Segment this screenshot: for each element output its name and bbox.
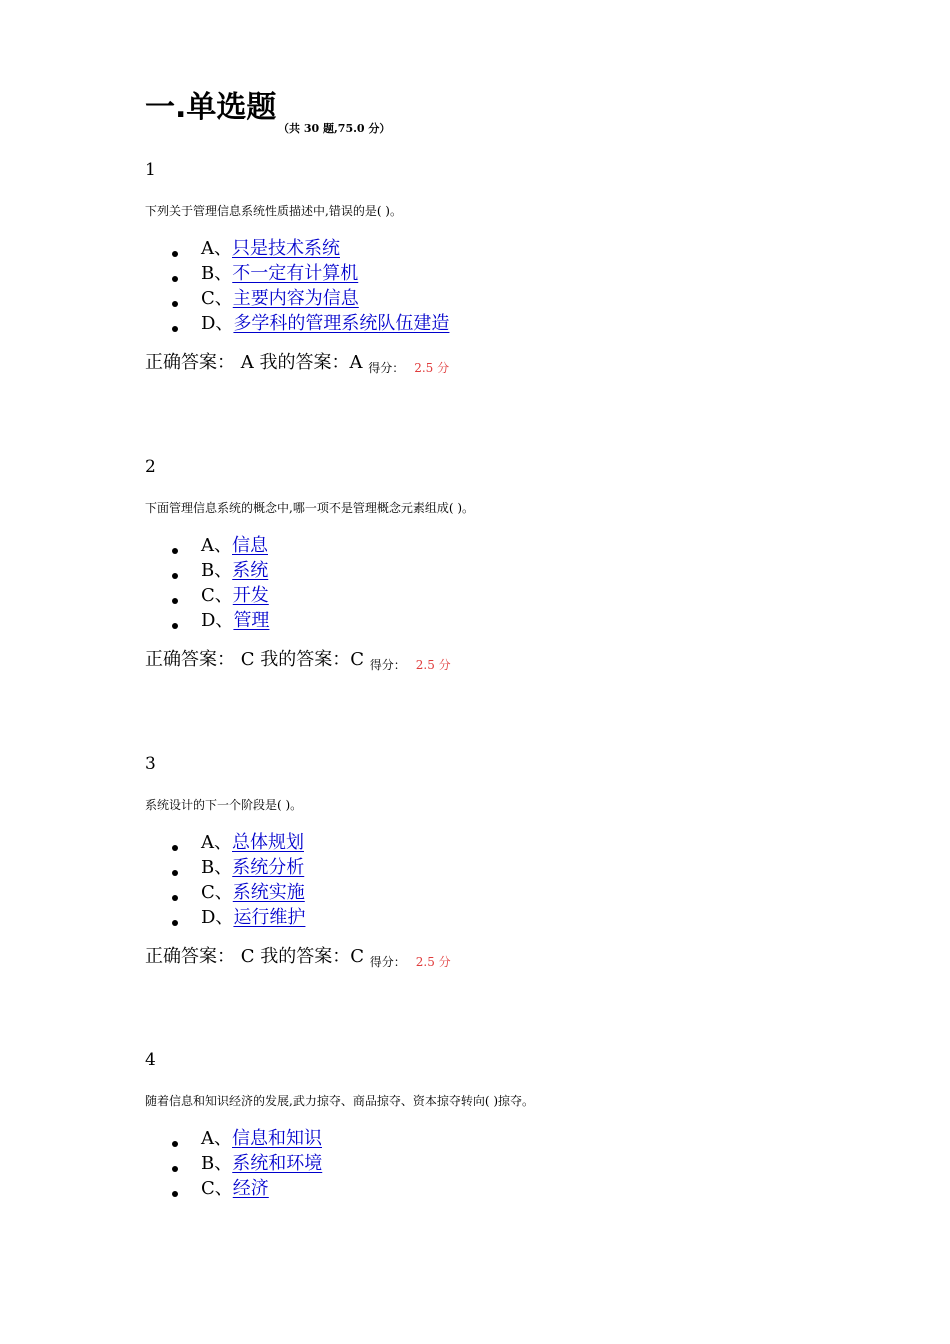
option-letter: D、 xyxy=(201,610,234,631)
question-number: 2 xyxy=(145,457,156,477)
option-link[interactable]: 系统和环境 xyxy=(232,1153,323,1174)
answer-row xyxy=(145,648,845,677)
option-link[interactable]: 只是技术系统 xyxy=(232,238,340,259)
question-3 xyxy=(145,753,845,974)
answer-row xyxy=(145,351,845,380)
option-b xyxy=(145,1152,845,1177)
bullet-icon xyxy=(172,276,178,282)
option-list xyxy=(145,237,845,337)
option-a xyxy=(145,831,845,856)
score-value: 2.5 分 xyxy=(414,361,450,375)
option-link[interactable]: 运行维护 xyxy=(233,907,306,928)
option-link[interactable]: 信息 xyxy=(232,535,268,556)
my-answer-label: 我的答案： xyxy=(259,352,350,373)
answer-row xyxy=(145,945,845,974)
my-answer-value: C xyxy=(350,946,365,967)
section-subtitle: （共 30 题,75.0 分） xyxy=(278,122,391,135)
option-link[interactable]: 系统 xyxy=(232,560,269,581)
bullet-icon xyxy=(172,598,178,604)
option-letter: A、 xyxy=(201,535,232,556)
option-d xyxy=(145,312,845,337)
option-a xyxy=(145,534,845,559)
section-title: 一.单选题 xyxy=(145,90,277,125)
option-letter: D、 xyxy=(201,313,234,334)
option-letter: B、 xyxy=(201,560,233,581)
bullet-icon xyxy=(172,548,178,554)
option-a xyxy=(145,1127,845,1152)
option-letter: B、 xyxy=(201,263,233,284)
question-text: 下面管理信息系统的概念中,哪一项不是管理概念元素组成( )。 xyxy=(145,501,474,515)
my-answer-value: C xyxy=(350,649,365,670)
question-1 xyxy=(145,159,845,380)
bullet-icon xyxy=(172,895,178,901)
option-link[interactable]: 主要内容为信息 xyxy=(232,288,359,309)
bullet-icon xyxy=(172,326,178,332)
question-2 xyxy=(145,456,845,677)
bullet-icon xyxy=(172,845,178,851)
score-label: 得分： xyxy=(369,955,406,969)
option-list xyxy=(145,534,845,634)
option-link[interactable]: 多学科的管理系统队伍建造 xyxy=(233,313,450,334)
correct-answer-value: C xyxy=(240,946,255,967)
option-letter: A、 xyxy=(201,832,232,853)
question-text: 下列关于管理信息系统性质描述中,错误的是( )。 xyxy=(145,204,402,218)
option-link[interactable]: 不一定有计算机 xyxy=(232,263,359,284)
option-list xyxy=(145,1127,845,1202)
option-link[interactable]: 开发 xyxy=(232,585,269,606)
correct-answer-value: C xyxy=(240,649,255,670)
bullet-icon xyxy=(172,870,178,876)
bullet-icon xyxy=(172,301,178,307)
option-letter: A、 xyxy=(201,1128,232,1149)
bullet-icon xyxy=(172,920,178,926)
option-letter: A、 xyxy=(201,238,232,259)
score-label: 得分： xyxy=(368,361,405,375)
correct-answer-label: 正确答案： xyxy=(145,946,235,967)
option-b xyxy=(145,262,845,287)
correct-answer-value: A xyxy=(240,352,254,373)
option-link[interactable]: 管理 xyxy=(233,610,270,631)
score-value: 2.5 分 xyxy=(415,955,451,969)
option-letter: D、 xyxy=(201,907,234,928)
option-letter: C、 xyxy=(201,882,233,903)
option-a xyxy=(145,237,845,262)
my-answer-label: 我的答案： xyxy=(260,946,351,967)
bullet-icon xyxy=(172,623,178,629)
correct-answer-label: 正确答案： xyxy=(145,649,235,670)
option-b xyxy=(145,856,845,881)
my-answer-value: A xyxy=(349,352,363,373)
option-b xyxy=(145,559,845,584)
bullet-icon xyxy=(172,1191,178,1197)
option-list xyxy=(145,831,845,931)
option-c xyxy=(145,287,845,312)
score-value: 2.5 分 xyxy=(415,658,451,672)
score-label: 得分： xyxy=(369,658,406,672)
option-c xyxy=(145,584,845,609)
option-c xyxy=(145,1177,845,1202)
option-c xyxy=(145,881,845,906)
bullet-icon xyxy=(172,251,178,257)
option-letter: C、 xyxy=(201,288,233,309)
correct-answer-label: 正确答案： xyxy=(145,352,235,373)
question-number: 4 xyxy=(145,1050,156,1070)
question-text: 系统设计的下一个阶段是( )。 xyxy=(145,798,303,812)
option-letter: B、 xyxy=(201,1153,233,1174)
bullet-icon xyxy=(172,1166,178,1172)
option-d xyxy=(145,906,845,931)
bullet-icon xyxy=(172,1141,178,1147)
question-number: 3 xyxy=(145,754,156,774)
bullet-icon xyxy=(172,573,178,579)
option-d xyxy=(145,609,845,634)
option-link[interactable]: 经济 xyxy=(232,1178,269,1199)
question-4 xyxy=(145,1049,845,1202)
option-link[interactable]: 系统分析 xyxy=(232,857,305,878)
option-letter: C、 xyxy=(201,1178,233,1199)
question-text: 随着信息和知识经济的发展,武力掠夺、商品掠夺、资本掠夺转向( )掠夺。 xyxy=(145,1094,534,1108)
my-answer-label: 我的答案： xyxy=(260,649,351,670)
option-letter: C、 xyxy=(201,585,233,606)
option-letter: B、 xyxy=(201,857,233,878)
question-number: 1 xyxy=(145,160,156,180)
option-link[interactable]: 总体规划 xyxy=(232,832,304,853)
option-link[interactable]: 系统实施 xyxy=(232,882,305,903)
option-link[interactable]: 信息和知识 xyxy=(232,1128,322,1149)
